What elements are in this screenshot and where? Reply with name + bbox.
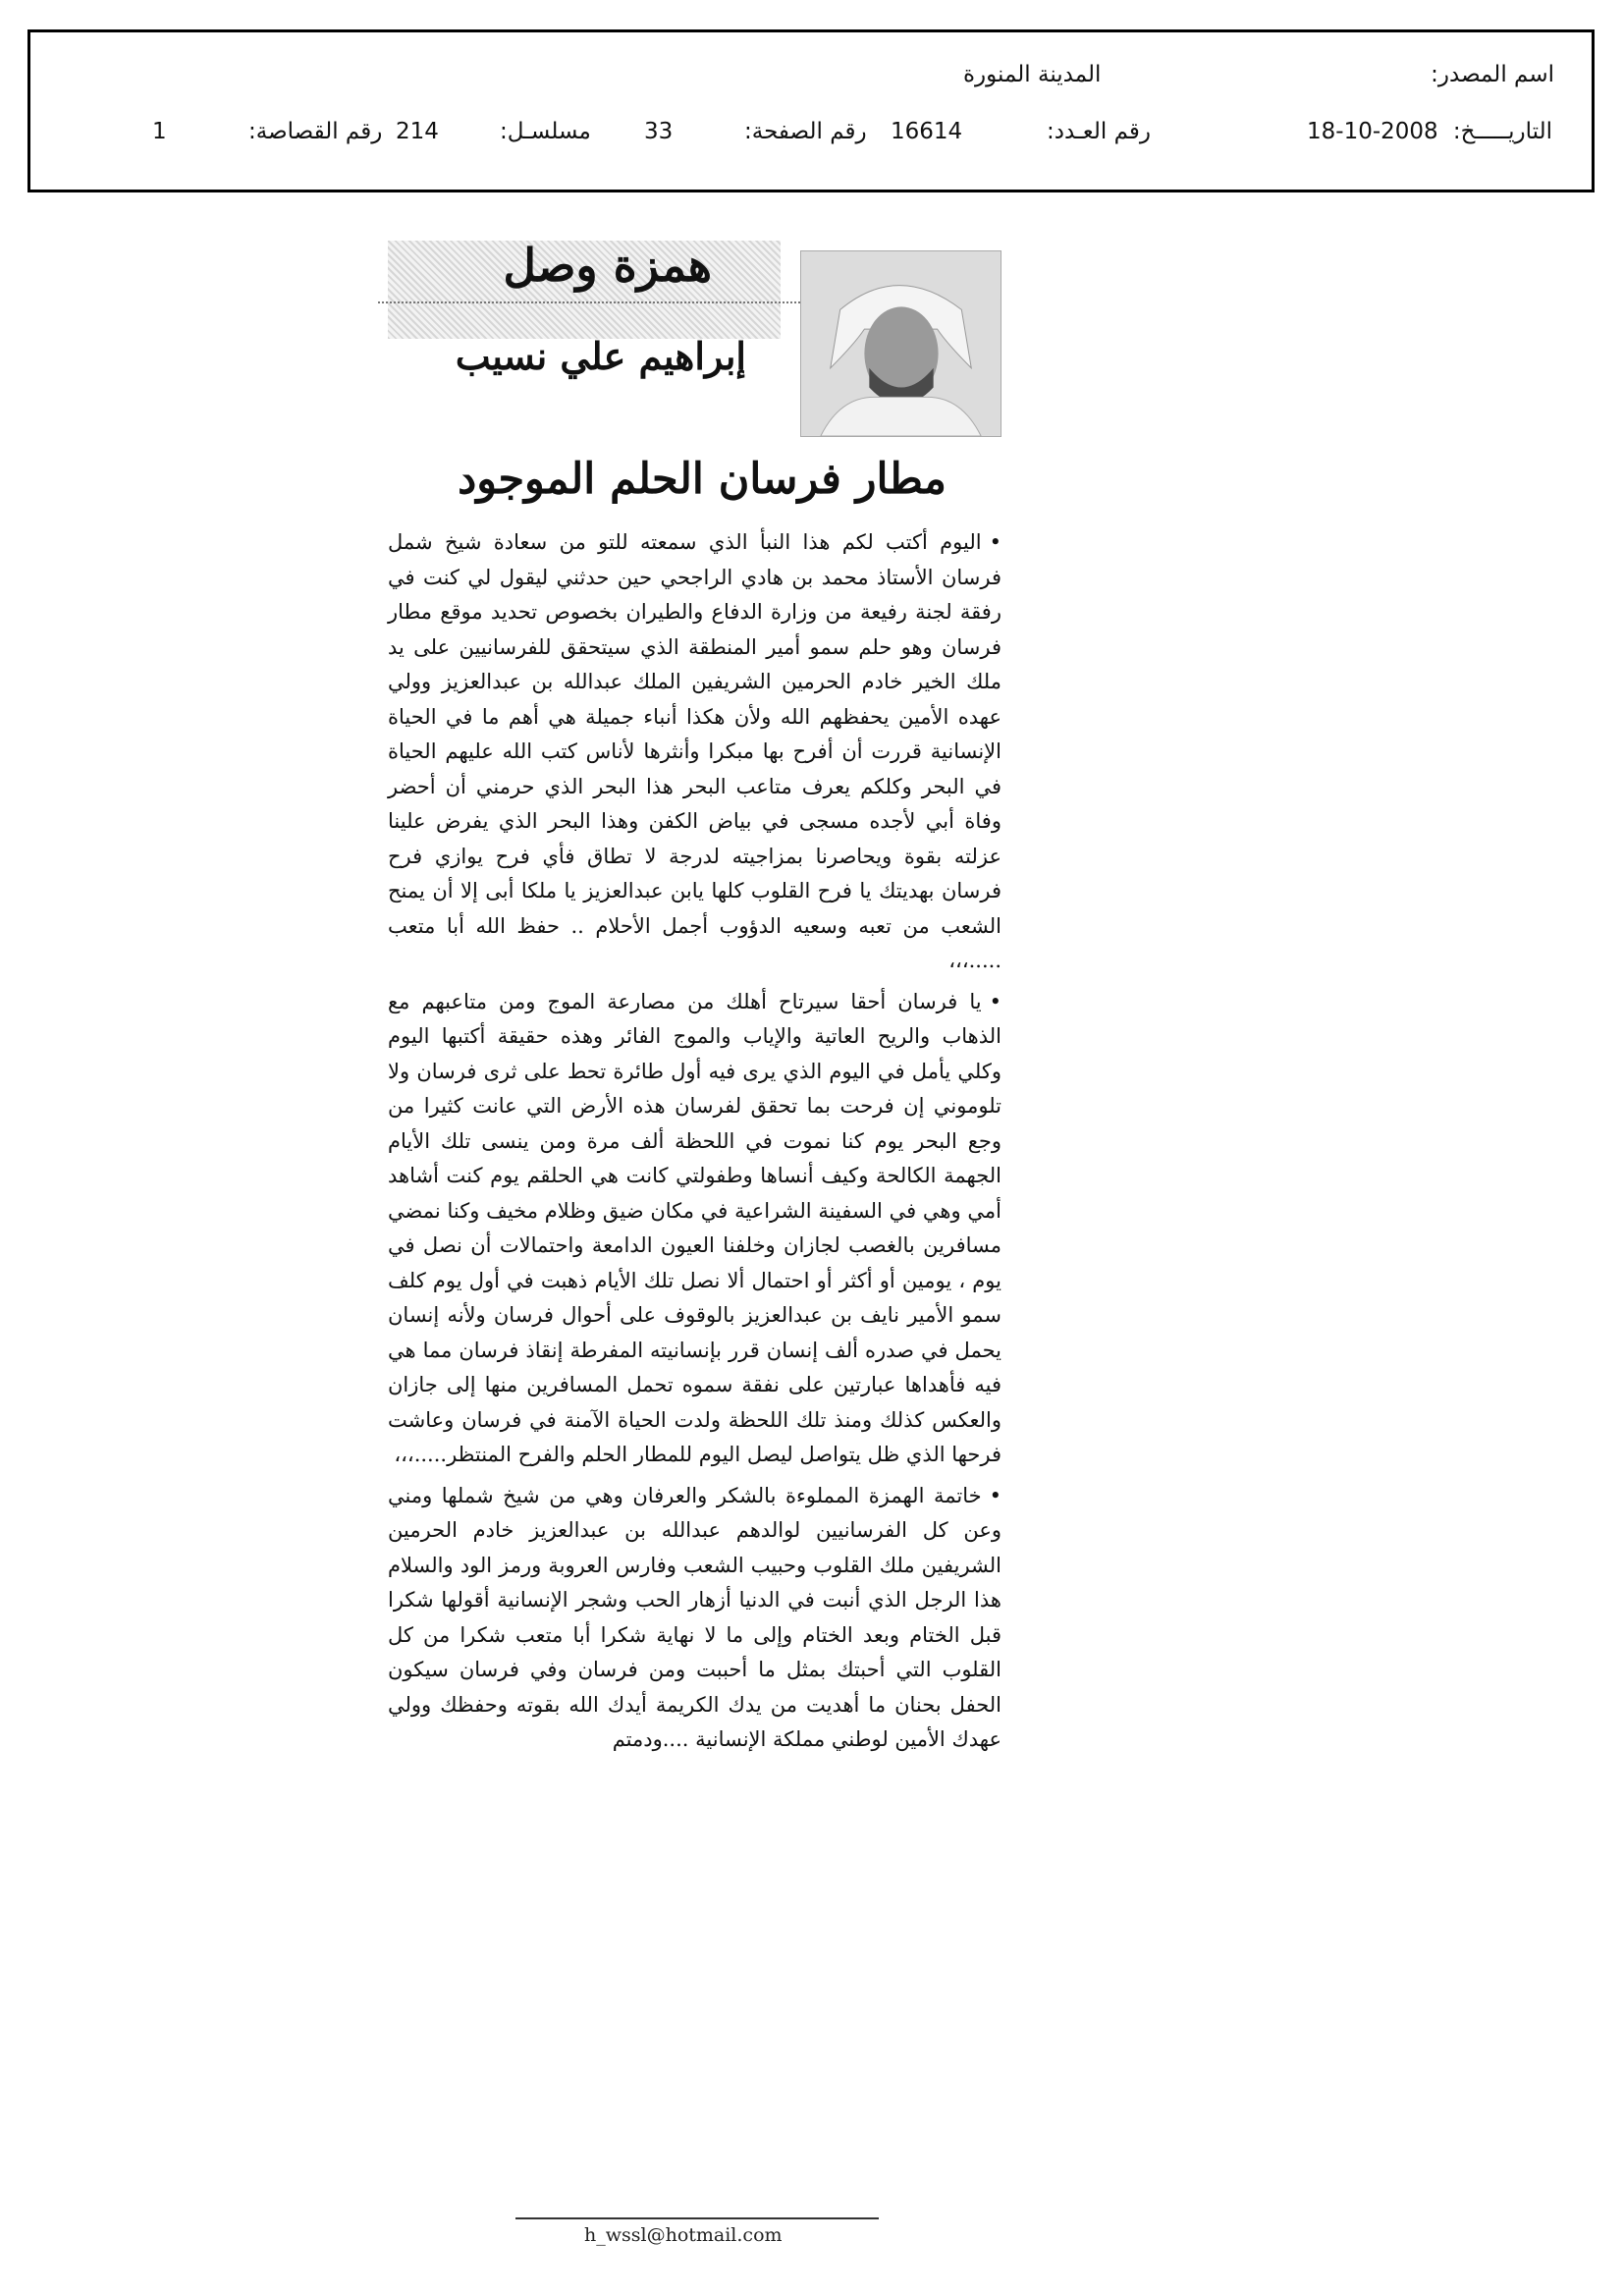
source-info-box bbox=[27, 29, 1595, 192]
footer-divider bbox=[515, 2217, 879, 2219]
paragraph-text: يا فرسان أحقا سيرتاح أهلك من مصارعة الموج ومن متاعبهم مع الذهاب والريح العاتية والإياب والموج الفائر وهذه حقيقة أكتبها اليوم وكلي يأمل في اليوم الذي يرى فيه أول طائرة تحط على ثرى فرسان ولا تلوموني إن فرحت بما تحقق لفرسان هذه الأرض التي عانت كثيرا من وجع البحر يوم كنا نموت في اللحظة ألف مرة ومن ينسى تلك الأيام الجهمة الكالحة وكيف أنساها وطفولتي كانت هي الحلقم يوم كنت أشاهد أمي وهي في السفينة الشراعية في مكان ضيق وظلام مخيف وكنا نمضي مسافرين بالغصب لجازان وخلفنا العيون الدامعة واحتمالات أن نصل في يوم ، يومين أو أكثر أو احتمال ألا نصل تلك الأيام ذهبت في أول يوم كلف سمو الأمير نايف بن عبدالعزيز بالوقوف على أحوال فرسان ولأنه إنسان يحمل في صدره ألف إنسان قرر بإنسانيته المفرطة إنقاذ فرسان مما هي فيه فأهداها عبارتين على نفقة سموه تحمل المسافرين منها إلى جازان والعكس كذلك ومنذ تلك اللحظة ولدت الحياة الآمنة في فرسان وعاشت فرحها الذي ظل يتواصل ليصل اليوم للمطار الحلم والفرح المنتظر.....،،، bbox=[388, 989, 1001, 1466]
issue-label: رقم العـدد: bbox=[1047, 119, 1152, 144]
serial-value: 214 bbox=[396, 119, 439, 144]
page-label: رقم الصفحة: bbox=[744, 119, 867, 144]
column-header-divider bbox=[378, 301, 800, 303]
author-portrait-icon bbox=[801, 251, 1001, 436]
column-header bbox=[378, 221, 1006, 442]
column-name: همزة وصل bbox=[503, 239, 712, 292]
issue-value: 16614 bbox=[891, 119, 963, 144]
article-headline: مطار فرسان الحلم الموجود bbox=[458, 455, 947, 504]
serial-label: مسلسـل: bbox=[500, 119, 591, 144]
paragraph-text: خاتمة الهمزة المملوءة بالشكر والعرفان وهي من شيخ شملها ومني وعن كل الفرسانيين لوالدهم عبدالله بن عبدالعزيز خادم الحرمين الشريفين ملك القلوب وحبيب الشعب وفارس العروبة ورمز الود والسلام هذا الرجل الذي أنبت في الدنيا أزهار الحب وشجر الإنسانية أقولها شكرا قبل الختام وبعد الختام وإلى ما لا نهاية شكرا أبا متعب شكرا من كل القلوب التي أحبتك بمثل ما أحببت ومن فرسان وفي فرسان سيكون الحفل بحنان ما أهديت من يدك الكريمة أيدك الله بقوته وحفظك وولي عهدك الأمين لوطني مملكة الإنسانية ....ودمتم bbox=[388, 1483, 1001, 1751]
author-email: h_wssl@hotmail.com bbox=[584, 2224, 783, 2246]
paragraph-text: اليوم أكتب لكم هذا النبأ الذي سمعته للتو من سعادة شيخ شمل فرسان الأستاذ محمد بن هادي الراجحي حين حدثني ليقول لي كنت في رفقة لجنة رفيعة من وزارة الدفاع والطيران بخصوص تحديد موقع مطار فرسان وهو حلم سمو أمير المنطقة الذي سيتحقق للفرسانيين على يد ملك الخير خادم الحرمين الشريفين الملك عبدالله بن عبدالعزيز وولي عهده الأمين يحفظهم الله ولأن هكذا أنباء جميلة هي أهم ما في الحياة الإنسانية قررت أن أفرح بها مبكرا وأنثرها لأناس كتب الله عليهم الحياة في البحر وكلكم يعرف متاعب البحر هذا البحر الذي حرمني أن أحضر وفاة أبي لأجده مسجى في بياض الكفن وهذا البحر الذي يفرض علينا عزلته بقوة ويحاصرنا بمزاجيته لدرجة لا تطاق فأي فرح يوازي فرح فرسان بهديتك يا فرح القلوب كلها يابن عبدالعزيز يا ملكا أبى إلا أن يمنح الشعب من تعبه وسعيه الدؤوب أجمل الأحلام .. حفظ الله أبا متعب .....،،، bbox=[388, 530, 1001, 972]
clip-label: رقم القصاصة: bbox=[248, 119, 383, 144]
author-name: إبراهيم علي نسيب bbox=[455, 334, 746, 378]
article-body bbox=[388, 525, 1001, 1764]
author-photo bbox=[800, 250, 1001, 437]
article-paragraph: •يا فرسان أحقا سيرتاح أهلك من مصارعة الموج ومن متاعبهم مع الذهاب والريح العاتية والإياب والموج الفائر وهذه حقيقة أكتبها اليوم وكلي يأمل في اليوم الذي يرى فيه أول طائرة تحط على ثرى فرسان ولا تلوموني إن فرحت بما تحقق لفرسان هذه الأرض التي عانت كثيرا من وجع البحر يوم كنا نموت في اللحظة ألف مرة ومن ينسى تلك الأيام الجهمة الكالحة وكيف أنساها وطفولتي كانت هي الحلقم يوم كنت أشاهد أمي وهي في السفينة الشراعية في مكان ضيق وظلام مخيف وكنا نمضي مسافرين بالغصب لجازان وخلفنا العيون الدامعة واحتمالات أن نصل في يوم ، يومين أو أكثر أو احتمال ألا نصل تلك الأيام ذهبت في أول يوم كلف سمو الأمير نايف بن عبدالعزيز بالوقوف على أحوال فرسان ولأنه إنسان يحمل في صدره ألف إنسان قرر بإنسانيته المفرطة إنقاذ فرسان مما هي فيه فأهداها عبارتين على نفقة سموه تحمل المسافرين منها إلى جازان والعكس كذلك ومنذ تلك اللحظة ولدت الحياة الآمنة في فرسان وعاشت فرحها الذي ظل يتواصل ليصل اليوم للمطار الحلم والفرح المنتظر.....،،، bbox=[388, 989, 1001, 1466]
page-value: 33 bbox=[644, 119, 674, 144]
article-paragraph: •اليوم أكتب لكم هذا النبأ الذي سمعته للتو من سعادة شيخ شمل فرسان الأستاذ محمد بن هادي الراجحي حين حدثني ليقول لي كنت في رفقة لجنة رفيعة من وزارة الدفاع والطيران بخصوص تحديد موقع مطار فرسان وهو حلم سمو أمير المنطقة الذي سيتحقق للفرسانيين على يد ملك الخير خادم الحرمين الشريفين الملك عبدالله بن عبدالعزيز وولي عهده الأمين يحفظهم الله ولأن هكذا أنباء جميلة هي أهم ما في الحياة الإنسانية قررت أن أفرح بها مبكرا وأنثرها لأناس كتب الله عليهم الحياة في البحر وكلكم يعرف متاعب البحر هذا البحر الذي حرمني أن أحضر وفاة أبي لأجده مسجى في بياض الكفن وهذا البحر الذي يفرض علينا عزلته بقوة ويحاصرنا بمزاجيته لدرجة لا تطاق فأي فرح يوازي فرح فرسان بهديتك يا فرح القلوب كلها يابن عبدالعزيز يا ملكا أبى إلا أن يمنح الشعب من تعبه وسعيه الدؤوب أجمل الأحلام .. حفظ الله أبا متعب .....،،، bbox=[388, 530, 1001, 972]
article-paragraph: •خاتمة الهمزة المملوءة بالشكر والعرفان وهي من شيخ شملها ومني وعن كل الفرسانيين لوالدهم عبدالله بن عبدالعزيز خادم الحرمين الشريفين ملك القلوب وحبيب الشعب وفارس العروبة ورمز الود والسلام هذا الرجل الذي أنبت في الدنيا أزهار الحب وشجر الإنسانية أقولها شكرا قبل الختام وبعد الختام وإلى ما لا نهاية شكرا أبا متعب شكرا من كل القلوب التي أحبتك بمثل ما أحببت ومن فرسان وفي فرسان سيكون الحفل بحنان ما أهديت من يدك الكريمة أيدك الله بقوته وحفظك وولي عهدك الأمين لوطني مملكة الإنسانية ....ودمتم bbox=[388, 1483, 1001, 1751]
source-value: المدينة المنورة bbox=[963, 62, 1102, 87]
newspaper-clipping bbox=[378, 221, 1006, 2273]
date-label: التاريـــــخ: bbox=[1452, 119, 1552, 144]
clip-value: 1 bbox=[152, 119, 167, 144]
date-value: 18-10-2008 bbox=[1307, 119, 1438, 144]
source-label: اسم المصدر: bbox=[1431, 62, 1554, 87]
